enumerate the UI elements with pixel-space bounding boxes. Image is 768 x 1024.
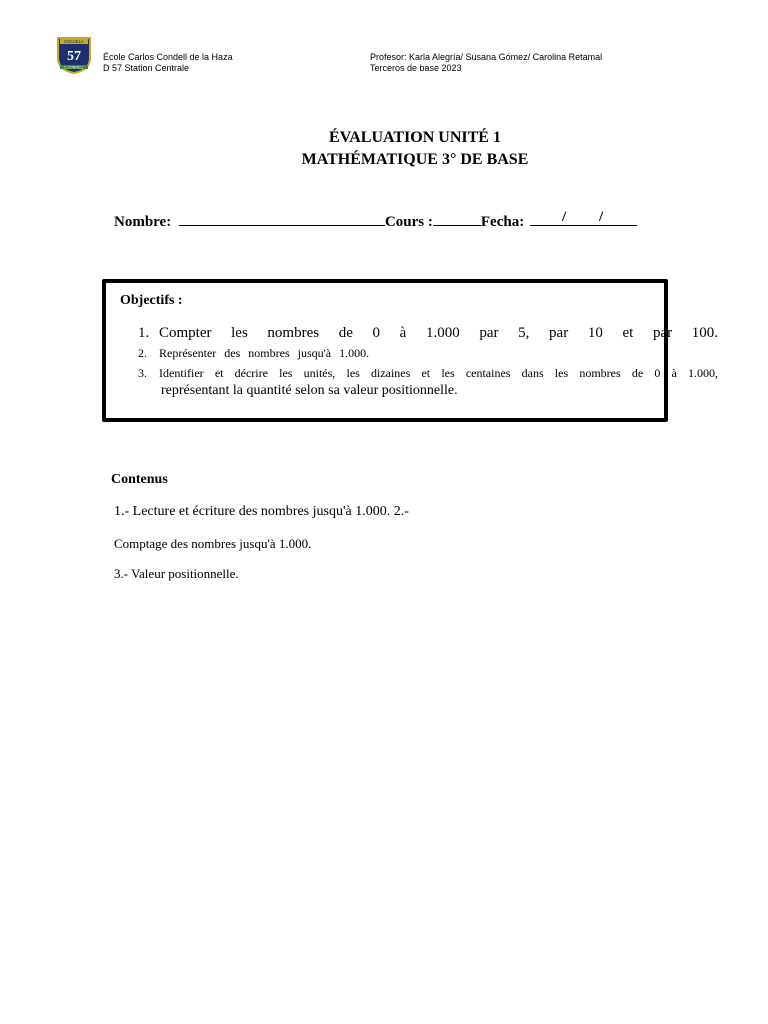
objective-number: 3.	[138, 366, 147, 380]
crest-bottom-text: C.CONDELL	[64, 65, 84, 70]
teachers-line: Profesor: Karla Alegría/ Susana Gómez/ Carolina Retamal	[370, 52, 603, 62]
name-label: Nombre:	[114, 214, 172, 230]
objective-text: Identifier et décrire les unités, les dizaines et les centaines dans les nombres de 0 à 1.000,	[159, 366, 718, 380]
date-label: Fecha:	[480, 214, 525, 230]
date-separator-2: /	[598, 209, 604, 225]
teacher-info	[370, 52, 602, 74]
course-label: Cours :	[384, 214, 433, 230]
name-field[interactable]	[179, 212, 385, 226]
date-separator-1: /	[561, 209, 567, 225]
objective-item	[138, 364, 718, 382]
school-address: D 57 Station Centrale	[103, 63, 190, 73]
date-field[interactable]	[530, 209, 637, 226]
grade-year-line: Terceros de base 2023	[370, 63, 462, 73]
objective-item	[138, 323, 718, 343]
content-line: Comptage des nombres jusqu'à 1.000.	[114, 536, 312, 551]
page-title	[0, 127, 768, 171]
course-field[interactable]	[433, 212, 481, 226]
content-line: 3.- Valeur positionnelle.	[114, 566, 239, 581]
objective-text: Compter les nombres de 0 à 1.000 par 5, par 10 et par 100.	[159, 325, 718, 341]
objective-item	[138, 344, 409, 362]
school-crest-icon	[56, 36, 92, 74]
objective-3-continuation: représentant la quantité selon sa valeur positionnelle.	[161, 383, 458, 398]
objective-text: Représenter des nombres jusqu'à 1.000.	[159, 346, 370, 360]
objectives-heading: Objectifs :	[120, 293, 183, 308]
objectives-box	[102, 279, 718, 422]
objectives-list	[138, 323, 718, 382]
crest-top-text: ESCUELA	[64, 39, 84, 45]
contents-heading: Contenus	[111, 472, 168, 487]
title-line-1: ÉVALUATION UNITÉ 1	[329, 129, 501, 146]
objective-number: 2.	[138, 346, 147, 360]
objective-number: 1.	[138, 325, 150, 341]
school-name: École Carlos Condell de la Haza	[103, 52, 233, 62]
content-line: 1.- Lecture et écriture des nombres jusqu'à 1.000. 2.-	[114, 504, 409, 519]
crest-number: 57	[67, 49, 81, 64]
title-line-2: MATHÉMATIQUE 3° DE BASE	[301, 151, 529, 168]
student-fields	[114, 209, 637, 231]
school-info	[103, 52, 233, 74]
